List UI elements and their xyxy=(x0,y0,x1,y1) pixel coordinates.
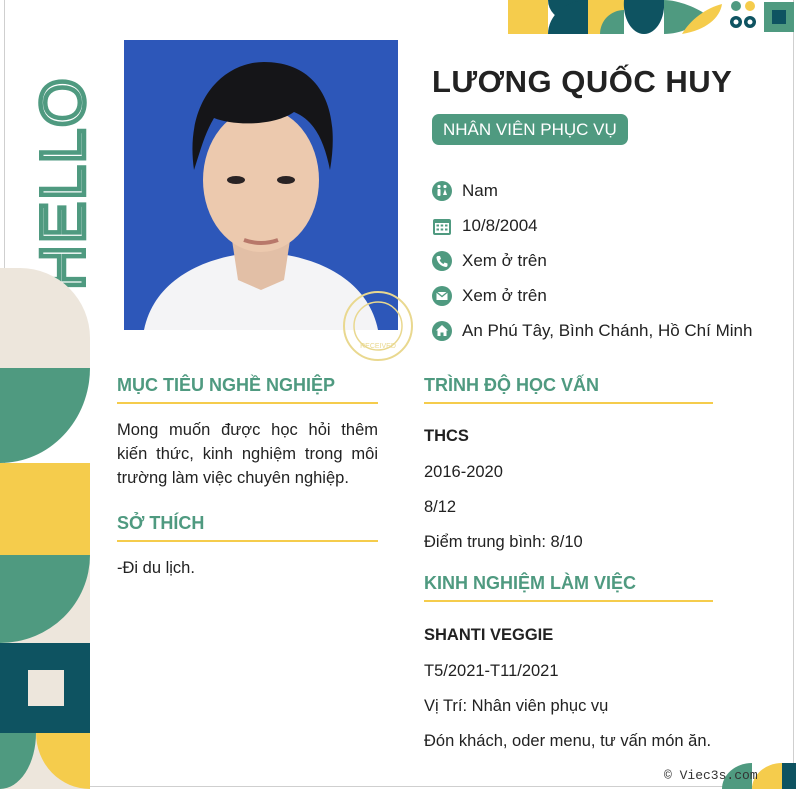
gender-value: Nam xyxy=(462,180,498,200)
birthdate-row xyxy=(432,208,792,243)
address-row xyxy=(432,313,792,348)
objective-title: MỤC TIÊU NGHỀ NGHIỆP xyxy=(117,375,378,404)
left-decoration xyxy=(0,268,92,789)
experience-role: Vị Trí: Nhân viên phục vụ xyxy=(424,697,609,715)
email-row xyxy=(432,278,792,313)
profile-photo xyxy=(124,40,398,330)
experience-company: SHANTI VEGGIE xyxy=(424,626,554,644)
email-value: Xem ở trên xyxy=(462,285,547,305)
phone-value: Xem ở trên xyxy=(462,250,547,270)
education-grade: 8/12 xyxy=(424,498,457,516)
hobbies-title: SỞ THÍCH xyxy=(117,513,378,542)
address-value: An Phú Tây, Bình Chánh, Hồ Chí Minh xyxy=(462,320,753,340)
gender-row xyxy=(432,173,792,208)
education-section xyxy=(424,375,713,404)
home-icon xyxy=(432,321,452,341)
education-school: THCS xyxy=(424,427,469,445)
education-gpa: Điểm trung bình: 8/10 xyxy=(424,533,583,551)
experience-period: T5/2021-T11/2021 xyxy=(424,662,559,680)
experience-title: KINH NGHIỆM LÀM VIỆC xyxy=(424,573,713,602)
calendar-icon xyxy=(432,216,452,236)
education-title: TRÌNH ĐỘ HỌC VẤN xyxy=(424,375,713,404)
hobbies-section xyxy=(117,513,378,580)
objective-section xyxy=(117,375,378,490)
candidate-name: LƯƠNG QUỐC HUY xyxy=(432,64,733,99)
portrait-image xyxy=(124,40,398,330)
contact-info xyxy=(432,173,792,348)
svg-text:RECEIVED: RECEIVED xyxy=(360,343,396,350)
hello-vertical-text xyxy=(29,40,98,290)
birthdate-value: 10/8/2004 xyxy=(462,215,538,235)
experience-duties: Đón khách, oder menu, tư vấn món ăn. xyxy=(424,732,712,750)
experience-section xyxy=(424,573,713,602)
svg-text:HELLO: HELLO xyxy=(29,76,98,290)
top-decoration xyxy=(508,0,796,34)
education-years: 2016-2020 xyxy=(424,463,503,481)
position-badge: NHÂN VIÊN PHỤC VỤ xyxy=(432,114,628,145)
gender-icon xyxy=(432,181,452,201)
watermark: © Viec3s.com xyxy=(664,768,758,783)
email-icon xyxy=(432,286,452,306)
received-stamp xyxy=(340,288,416,364)
objective-text: Mong muốn được học hỏi thêm kiến thức, kinh nghiệm trong môi trường làm việc chuyên nghiệp. xyxy=(117,421,378,487)
phone-row xyxy=(432,243,792,278)
phone-icon xyxy=(432,251,452,271)
hobbies-text: -Đi du lịch. xyxy=(117,559,195,577)
